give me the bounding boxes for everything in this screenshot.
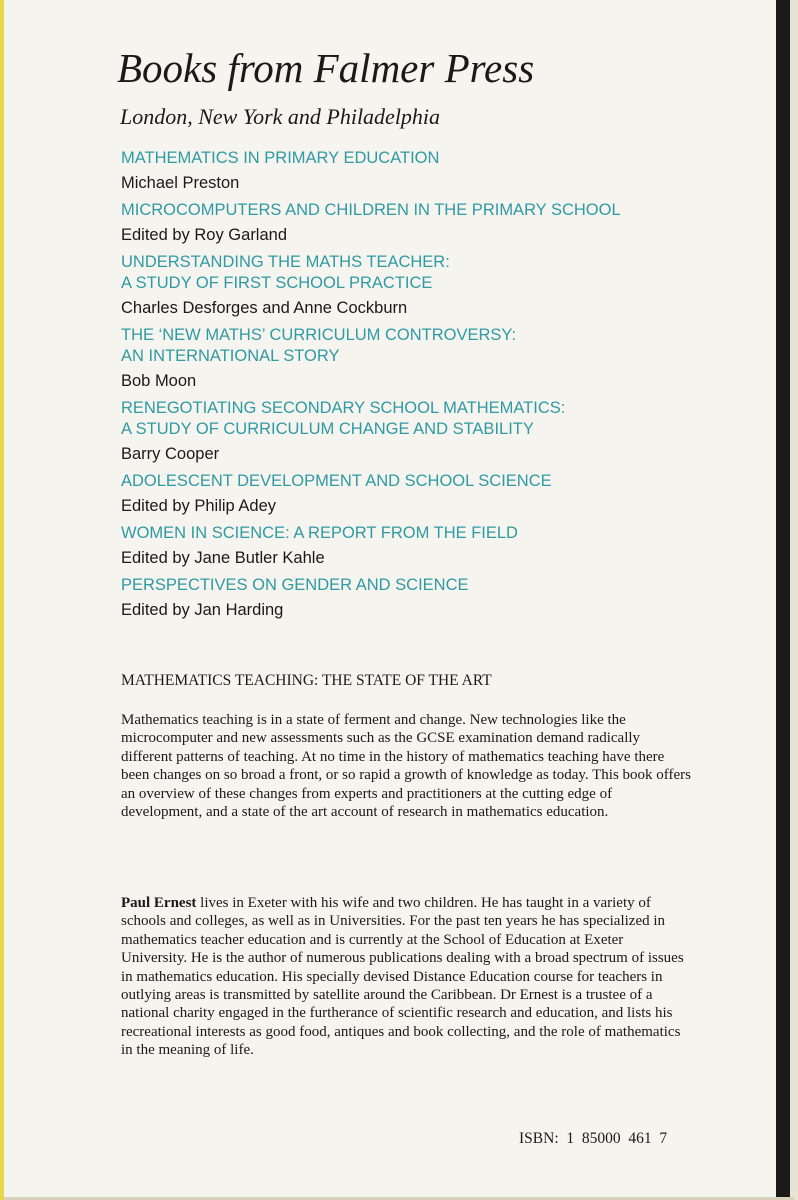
book-author: Charles Desforges and Anne Cockburn: [121, 299, 408, 317]
author-bio-text: lives in Exeter with his wife and two children. He has taught in a variety of schools and colleges, as well as in Universities. For the past ten years he has specialized in mathematics teacher education and is currently at the School of Education at Exeter University. He is the author of numerous publications dealing with a broad spectrum of issues in mathematics education. His specially devised Distance Education course for teachers in outlying areas is transmitted by satellite around the Caribbean. Dr Ernest is a trustee of a national charity engaged in the furtherance of scientific research and education, and lists his recreational interests as good food, antiques and book collecting, and the role of mathematics in the meaning of life.: [121, 895, 684, 1059]
book-list-item: [121, 200, 721, 246]
book-description: Mathematics teaching is in a state of ferment and change. New technologies like the microcomputer and new assessments such as the GCSE examination demand radically different patterns of teaching. At no time in the history of mathematics teaching have there been changes on so broad a front, or so rapid a growth of knowledge as today. This book offers an overview of these changes from experts and practitioners at the cutting edge of development, and a state of the art account of research in mathematics education.: [121, 712, 691, 821]
book-title: MICROCOMPUTERS AND CHILDREN IN THE PRIMARY SCHOOL: [121, 201, 621, 219]
book-list-item: [121, 575, 721, 621]
book-list-item: [121, 398, 721, 465]
book-title: THE ‘NEW MATHS’ CURRICULUM CONTROVERSY:: [121, 326, 517, 344]
isbn: ISBN: 1 85000 461 7: [519, 1130, 668, 1147]
book-author: Edited by Philip Adey: [121, 497, 277, 515]
book-title: UNDERSTANDING THE MATHS TEACHER:: [121, 253, 450, 271]
book-author: Bob Moon: [121, 372, 197, 390]
book-list-item: [121, 523, 721, 569]
book-author: Barry Cooper: [121, 445, 220, 463]
book-title: RENEGOTIATING SECONDARY SCHOOL MATHEMATICS:: [121, 399, 566, 417]
author-bio: [121, 894, 693, 1060]
book-author: Edited by Roy Garland: [121, 226, 288, 244]
book-author: Edited by Jane Butler Kahle: [121, 549, 325, 567]
book-list: [121, 148, 721, 627]
author-name: Paul Ernest: [121, 895, 197, 911]
book-heading: MATHEMATICS TEACHING: THE STATE OF THE ART: [121, 672, 492, 689]
book-author: Edited by Jan Harding: [121, 601, 284, 619]
book-author: Michael Preston: [121, 174, 240, 192]
book-title: MATHEMATICS IN PRIMARY EDUCATION: [121, 149, 440, 167]
book-title: ADOLESCENT DEVELOPMENT AND SCHOOL SCIENCE: [121, 472, 552, 490]
book-title: WOMEN IN SCIENCE: A REPORT FROM THE FIELD: [121, 524, 518, 542]
book-title: A STUDY OF CURRICULUM CHANGE AND STABILITY: [121, 420, 534, 438]
book-list-item: [121, 252, 721, 319]
book-title: AN INTERNATIONAL STORY: [121, 347, 340, 365]
book-list-item: [121, 325, 721, 392]
publisher-locations: London, New York and Philadelphia: [120, 104, 441, 129]
book-title: PERSPECTIVES ON GENDER AND SCIENCE: [121, 576, 469, 594]
book-list-item: [121, 471, 721, 517]
book-title: A STUDY OF FIRST SCHOOL PRACTICE: [121, 274, 433, 292]
page-title: Books from Falmer Press: [117, 45, 535, 91]
book-list-item: [121, 148, 721, 194]
